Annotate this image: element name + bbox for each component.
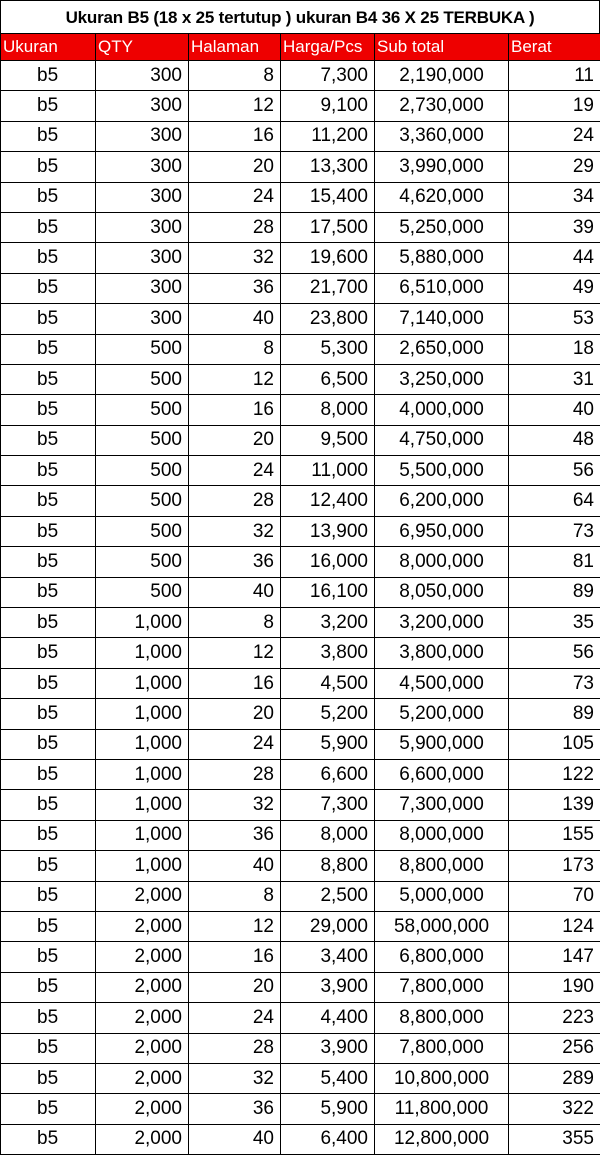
table-row: [1, 364, 600, 394]
cell-berat: 31: [509, 364, 600, 394]
cell-ukuran: b5: [1, 1063, 96, 1093]
cell-halaman: 36: [189, 547, 281, 577]
cell-halaman: 16: [189, 942, 281, 972]
cell-subtotal: 4,750,000: [375, 425, 509, 455]
cell-subtotal: 4,500,000: [375, 668, 509, 698]
cell-berat: 81: [509, 547, 600, 577]
cell-harga: 3,200: [281, 608, 375, 638]
cell-ukuran: b5: [1, 759, 96, 789]
cell-halaman: 8: [189, 334, 281, 364]
cell-qty: 500: [96, 516, 189, 546]
cell-halaman: 28: [189, 212, 281, 242]
cell-subtotal: 4,620,000: [375, 182, 509, 212]
cell-qty: 300: [96, 243, 189, 273]
cell-ukuran: b5: [1, 304, 96, 334]
cell-qty: 1,000: [96, 851, 189, 881]
cell-berat: 105: [509, 729, 600, 759]
cell-subtotal: 2,730,000: [375, 91, 509, 121]
cell-berat: 56: [509, 456, 600, 486]
cell-subtotal: 2,650,000: [375, 334, 509, 364]
cell-berat: 139: [509, 790, 600, 820]
header-subtotal: Sub total: [375, 34, 509, 61]
cell-harga: 8,800: [281, 851, 375, 881]
cell-halaman: 40: [189, 851, 281, 881]
cell-berat: 19: [509, 91, 600, 121]
cell-halaman: 16: [189, 121, 281, 151]
cell-harga: 29,000: [281, 911, 375, 941]
cell-subtotal: 6,800,000: [375, 942, 509, 972]
table-row: [1, 61, 600, 91]
cell-ukuran: b5: [1, 456, 96, 486]
table-row: [1, 1094, 600, 1124]
cell-qty: 500: [96, 577, 189, 607]
table-row: [1, 972, 600, 1002]
table-row: [1, 182, 600, 212]
cell-qty: 300: [96, 121, 189, 151]
cell-halaman: 20: [189, 699, 281, 729]
table-row: [1, 456, 600, 486]
cell-halaman: 32: [189, 243, 281, 273]
table-row: [1, 942, 600, 972]
cell-berat: 322: [509, 1094, 600, 1124]
cell-subtotal: 8,050,000: [375, 577, 509, 607]
cell-subtotal: 6,950,000: [375, 516, 509, 546]
cell-harga: 5,900: [281, 1094, 375, 1124]
cell-subtotal: 3,250,000: [375, 364, 509, 394]
cell-qty: 300: [96, 182, 189, 212]
cell-qty: 1,000: [96, 790, 189, 820]
cell-harga: 3,400: [281, 942, 375, 972]
table-row: [1, 516, 600, 546]
cell-qty: 300: [96, 61, 189, 91]
cell-subtotal: 5,200,000: [375, 699, 509, 729]
cell-ukuran: b5: [1, 699, 96, 729]
cell-halaman: 32: [189, 790, 281, 820]
table-row: [1, 91, 600, 121]
cell-subtotal: 8,800,000: [375, 851, 509, 881]
cell-ukuran: b5: [1, 1124, 96, 1154]
cell-halaman: 40: [189, 304, 281, 334]
cell-halaman: 20: [189, 972, 281, 1002]
cell-berat: 73: [509, 668, 600, 698]
cell-harga: 21,700: [281, 273, 375, 303]
cell-subtotal: 10,800,000: [375, 1063, 509, 1093]
cell-qty: 2,000: [96, 1033, 189, 1063]
cell-ukuran: b5: [1, 1094, 96, 1124]
cell-subtotal: 5,900,000: [375, 729, 509, 759]
cell-harga: 3,900: [281, 1033, 375, 1063]
cell-berat: 24: [509, 121, 600, 151]
cell-subtotal: 3,990,000: [375, 152, 509, 182]
cell-halaman: 36: [189, 273, 281, 303]
table-row: [1, 699, 600, 729]
cell-subtotal: 7,140,000: [375, 304, 509, 334]
cell-harga: 19,600: [281, 243, 375, 273]
cell-ukuran: b5: [1, 972, 96, 1002]
cell-ukuran: b5: [1, 1003, 96, 1033]
cell-berat: 49: [509, 273, 600, 303]
cell-ukuran: b5: [1, 790, 96, 820]
cell-qty: 2,000: [96, 1124, 189, 1154]
cell-halaman: 20: [189, 152, 281, 182]
cell-harga: 6,600: [281, 759, 375, 789]
cell-harga: 7,300: [281, 61, 375, 91]
cell-subtotal: 6,200,000: [375, 486, 509, 516]
table-row: [1, 304, 600, 334]
header-halaman: Halaman: [189, 34, 281, 61]
table-row: [1, 911, 600, 941]
cell-berat: 35: [509, 608, 600, 638]
table-body: [1, 61, 600, 1155]
cell-halaman: 16: [189, 395, 281, 425]
cell-subtotal: 8,800,000: [375, 1003, 509, 1033]
cell-ukuran: b5: [1, 668, 96, 698]
cell-harga: 3,800: [281, 638, 375, 668]
cell-ukuran: b5: [1, 729, 96, 759]
cell-qty: 500: [96, 425, 189, 455]
cell-halaman: 24: [189, 729, 281, 759]
cell-berat: 64: [509, 486, 600, 516]
cell-ukuran: b5: [1, 516, 96, 546]
cell-halaman: 8: [189, 608, 281, 638]
cell-ukuran: b5: [1, 942, 96, 972]
cell-qty: 2,000: [96, 911, 189, 941]
table-row: [1, 212, 600, 242]
cell-ukuran: b5: [1, 212, 96, 242]
cell-berat: 355: [509, 1124, 600, 1154]
cell-harga: 2,500: [281, 881, 375, 911]
cell-qty: 300: [96, 212, 189, 242]
cell-berat: 34: [509, 182, 600, 212]
cell-berat: 56: [509, 638, 600, 668]
cell-halaman: 16: [189, 668, 281, 698]
cell-ukuran: b5: [1, 61, 96, 91]
cell-harga: 11,000: [281, 456, 375, 486]
cell-subtotal: 5,000,000: [375, 881, 509, 911]
cell-harga: 3,900: [281, 972, 375, 1002]
cell-halaman: 24: [189, 456, 281, 486]
cell-ukuran: b5: [1, 364, 96, 394]
cell-subtotal: 12,800,000: [375, 1124, 509, 1154]
cell-qty: 1,000: [96, 668, 189, 698]
cell-qty: 500: [96, 395, 189, 425]
table-row: [1, 668, 600, 698]
cell-qty: 300: [96, 91, 189, 121]
cell-halaman: 32: [189, 516, 281, 546]
cell-halaman: 28: [189, 486, 281, 516]
cell-halaman: 24: [189, 182, 281, 212]
cell-subtotal: 8,000,000: [375, 547, 509, 577]
cell-ukuran: b5: [1, 851, 96, 881]
cell-halaman: 12: [189, 911, 281, 941]
table-row: [1, 820, 600, 850]
cell-subtotal: 7,300,000: [375, 790, 509, 820]
table-row: [1, 1063, 600, 1093]
cell-berat: 173: [509, 851, 600, 881]
cell-qty: 500: [96, 456, 189, 486]
cell-berat: 124: [509, 911, 600, 941]
cell-qty: 2,000: [96, 1003, 189, 1033]
cell-qty: 1,000: [96, 699, 189, 729]
cell-qty: 2,000: [96, 1094, 189, 1124]
cell-qty: 1,000: [96, 638, 189, 668]
table-row: [1, 577, 600, 607]
table-row: [1, 881, 600, 911]
cell-halaman: 28: [189, 1033, 281, 1063]
cell-ukuran: b5: [1, 152, 96, 182]
cell-berat: 18: [509, 334, 600, 364]
table-row: [1, 121, 600, 151]
cell-subtotal: 58,000,000: [375, 911, 509, 941]
cell-berat: 11: [509, 61, 600, 91]
cell-qty: 2,000: [96, 1063, 189, 1093]
cell-qty: 500: [96, 486, 189, 516]
cell-harga: 5,200: [281, 699, 375, 729]
table-row: [1, 1003, 600, 1033]
cell-harga: 11,200: [281, 121, 375, 151]
cell-harga: 5,400: [281, 1063, 375, 1093]
table-row: [1, 152, 600, 182]
cell-berat: 73: [509, 516, 600, 546]
cell-harga: 13,300: [281, 152, 375, 182]
cell-berat: 190: [509, 972, 600, 1002]
table-row: [1, 638, 600, 668]
cell-ukuran: b5: [1, 547, 96, 577]
cell-ukuran: b5: [1, 273, 96, 303]
table-row: [1, 759, 600, 789]
cell-qty: 1,000: [96, 729, 189, 759]
header-berat: Berat: [509, 34, 600, 61]
cell-harga: 23,800: [281, 304, 375, 334]
cell-qty: 500: [96, 334, 189, 364]
header-row: [1, 34, 600, 61]
cell-qty: 300: [96, 152, 189, 182]
cell-subtotal: 8,000,000: [375, 820, 509, 850]
cell-subtotal: 7,800,000: [375, 1033, 509, 1063]
table-row: [1, 395, 600, 425]
cell-berat: 256: [509, 1033, 600, 1063]
cell-ukuran: b5: [1, 820, 96, 850]
cell-harga: 6,400: [281, 1124, 375, 1154]
cell-harga: 17,500: [281, 212, 375, 242]
cell-harga: 13,900: [281, 516, 375, 546]
cell-ukuran: b5: [1, 1033, 96, 1063]
cell-halaman: 12: [189, 364, 281, 394]
sheet-title: Ukuran B5 (18 x 25 tertutup ) ukuran B4 36 X 25 TERBUKA ): [0, 0, 600, 33]
cell-ukuran: b5: [1, 608, 96, 638]
cell-qty: 2,000: [96, 942, 189, 972]
cell-berat: 147: [509, 942, 600, 972]
cell-berat: 70: [509, 881, 600, 911]
cell-berat: 39: [509, 212, 600, 242]
cell-ukuran: b5: [1, 91, 96, 121]
cell-halaman: 40: [189, 1124, 281, 1154]
cell-berat: 48: [509, 425, 600, 455]
cell-subtotal: 5,500,000: [375, 456, 509, 486]
cell-halaman: 32: [189, 1063, 281, 1093]
cell-ukuran: b5: [1, 911, 96, 941]
cell-harga: 7,300: [281, 790, 375, 820]
cell-qty: 500: [96, 547, 189, 577]
table-row: [1, 243, 600, 273]
table-row: [1, 486, 600, 516]
table-row: [1, 790, 600, 820]
cell-berat: 53: [509, 304, 600, 334]
cell-halaman: 8: [189, 881, 281, 911]
cell-halaman: 12: [189, 91, 281, 121]
cell-halaman: 8: [189, 61, 281, 91]
cell-ukuran: b5: [1, 486, 96, 516]
cell-subtotal: 6,600,000: [375, 759, 509, 789]
cell-qty: 1,000: [96, 759, 189, 789]
cell-harga: 9,100: [281, 91, 375, 121]
table-row: [1, 334, 600, 364]
cell-ukuran: b5: [1, 638, 96, 668]
cell-subtotal: 2,190,000: [375, 61, 509, 91]
cell-ukuran: b5: [1, 334, 96, 364]
cell-berat: 223: [509, 1003, 600, 1033]
cell-subtotal: 11,800,000: [375, 1094, 509, 1124]
price-table: [0, 33, 600, 1155]
table-row: [1, 273, 600, 303]
cell-harga: 16,000: [281, 547, 375, 577]
table-row: [1, 425, 600, 455]
cell-berat: 155: [509, 820, 600, 850]
cell-qty: 1,000: [96, 820, 189, 850]
cell-ukuran: b5: [1, 182, 96, 212]
cell-qty: 500: [96, 364, 189, 394]
cell-halaman: 40: [189, 577, 281, 607]
cell-berat: 40: [509, 395, 600, 425]
table-row: [1, 608, 600, 638]
cell-subtotal: 3,200,000: [375, 608, 509, 638]
header-qty: QTY: [96, 34, 189, 61]
cell-harga: 5,300: [281, 334, 375, 364]
cell-halaman: 12: [189, 638, 281, 668]
cell-berat: 29: [509, 152, 600, 182]
cell-harga: 8,000: [281, 820, 375, 850]
cell-ukuran: b5: [1, 881, 96, 911]
cell-subtotal: 3,800,000: [375, 638, 509, 668]
cell-subtotal: 4,000,000: [375, 395, 509, 425]
cell-ukuran: b5: [1, 577, 96, 607]
header-ukuran: Ukuran: [1, 34, 96, 61]
cell-berat: 89: [509, 577, 600, 607]
cell-harga: 8,000: [281, 395, 375, 425]
cell-qty: 300: [96, 273, 189, 303]
cell-ukuran: b5: [1, 121, 96, 151]
cell-subtotal: 7,800,000: [375, 972, 509, 1002]
cell-harga: 15,400: [281, 182, 375, 212]
table-row: [1, 729, 600, 759]
cell-harga: 6,500: [281, 364, 375, 394]
cell-qty: 1,000: [96, 608, 189, 638]
cell-halaman: 24: [189, 1003, 281, 1033]
cell-harga: 16,100: [281, 577, 375, 607]
cell-berat: 44: [509, 243, 600, 273]
cell-halaman: 36: [189, 820, 281, 850]
table-row: [1, 547, 600, 577]
cell-qty: 2,000: [96, 972, 189, 1002]
cell-subtotal: 6,510,000: [375, 273, 509, 303]
cell-berat: 89: [509, 699, 600, 729]
cell-harga: 5,900: [281, 729, 375, 759]
cell-berat: 289: [509, 1063, 600, 1093]
cell-harga: 4,500: [281, 668, 375, 698]
cell-berat: 122: [509, 759, 600, 789]
cell-harga: 12,400: [281, 486, 375, 516]
cell-ukuran: b5: [1, 395, 96, 425]
cell-subtotal: 3,360,000: [375, 121, 509, 151]
cell-qty: 300: [96, 304, 189, 334]
header-harga: Harga/Pcs: [281, 34, 375, 61]
table-row: [1, 1033, 600, 1063]
cell-ukuran: b5: [1, 243, 96, 273]
cell-harga: 9,500: [281, 425, 375, 455]
cell-halaman: 28: [189, 759, 281, 789]
cell-qty: 2,000: [96, 881, 189, 911]
cell-harga: 4,400: [281, 1003, 375, 1033]
table-row: [1, 851, 600, 881]
cell-halaman: 20: [189, 425, 281, 455]
cell-subtotal: 5,250,000: [375, 212, 509, 242]
cell-ukuran: b5: [1, 425, 96, 455]
cell-subtotal: 5,880,000: [375, 243, 509, 273]
cell-halaman: 36: [189, 1094, 281, 1124]
table-row: [1, 1124, 600, 1154]
